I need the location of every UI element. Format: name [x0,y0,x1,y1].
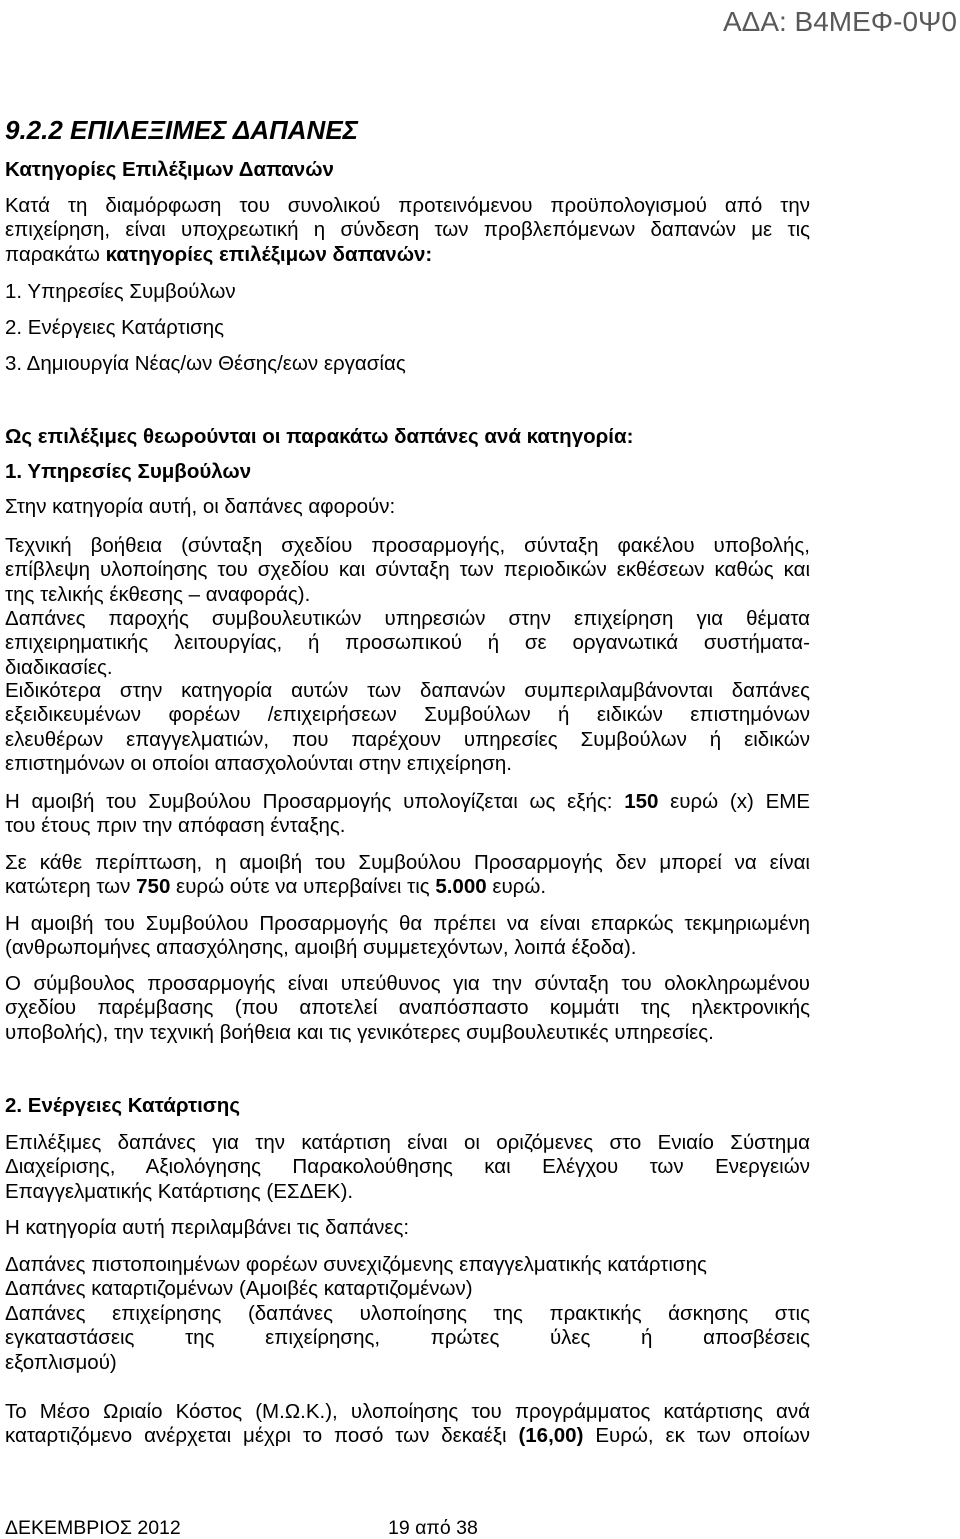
paragraph-line: (ανθρωπομήνες απασχόλησης, αμοιβή συμμετεχόντων, λοιπά έξοδα). [5,936,637,960]
fee-calc-text: Η αμοιβή του Συμβούλου Προσαρμογής υπολογίζεται ως εξής: [5,790,625,813]
paragraph-line: Διαχείρισης, Αξιολόγησης Παρακολούθησης και Ελέγχου των Ενεργειών [5,1155,810,1179]
paragraph-line: του έτους πριν την απόφαση ένταξης. [5,814,346,838]
paragraph-line: ελευθέρων επαγγελματιών, που παρέχουν υπηρεσίες Συμβούλων ή ειδικών [5,727,810,751]
paragraph-line [5,1424,810,1448]
intro-line [5,243,810,267]
section-title: 9.2.2 ΕΠΙΛΕΞΙΜΕΣ ΔΑΠΑΝΕΣ [5,115,359,145]
paragraph-line: Ο σύμβουλος προσαρμογής είναι υπεύθυνος για την σύνταξη του ολοκληρωμένου [5,972,810,995]
fee-calc-text: ευρώ (x) ΕΜΕ [658,790,810,813]
category-item-training: 2. Ενέργειες Κατάρτισης [5,316,225,339]
hourly-cost-paragraph [5,1400,810,1449]
paragraph-line: εξειδικευμένων φορέων /επιχειρήσεων Συμβούλων ή ειδικών επιστημόνων [5,703,810,727]
paragraph-line: Το Μέσο Ωριαίο Κόστος (Μ.Ω.Κ.), υλοποίησης του προγράμματος κατάρτισης ανά [5,1400,810,1423]
fee-limits-text: ευρώ. [486,875,547,899]
paragraph-line: επιχειρηματικής λειτουργίας, ή προσωπικού ή σε οργανωτικά συστήματα- [5,631,810,655]
fee-amount: 150 [624,790,659,813]
fee-limits-paragraph [5,851,810,900]
trainees-expense: Δαπάνες καταρτιζομένων (Αμοιβές καταρτιζομένων) [5,1277,473,1300]
training-eligible-paragraph [5,1131,810,1204]
paragraph-line: της τελικής έκθεσης – αναφοράς). [5,582,311,606]
hourly-cost-text: καταρτιζόμενο ανέρχεται μέχρι το ποσό των δεκαέξι [5,1424,519,1448]
intro-line-bold: κατηγορίες επιλέξιμων δαπανών: [105,242,433,266]
paragraph-line: σχεδίου παρέμβασης (που αποτελεί αναπόσπαστο κομμάτι της ηλεκτρονικής [5,996,810,1020]
paragraph-line: Τεχνική βοήθεια (σύνταξη σχεδίου προσαρμογής, σύνταξη φακέλου υποβολής, [5,534,810,557]
paragraph-line [5,790,810,814]
certified-bodies-expense: Δαπάνες πιστοποιημένων φορέων συνεχιζόμενης επαγγελματικής κατάρτισης [5,1253,707,1276]
specifically-paragraph [5,679,810,776]
business-expense-paragraph [5,1302,810,1375]
paragraph-line: Επιλέξιμες δαπάνες για την κατάρτιση είναι οι οριζόμενες στο Ενιαίο Σύστημα [5,1131,810,1154]
footer-page-number: 19 από 38 [388,1517,478,1539]
paragraph-line: εγκαταστάσεις της επιχείρησης, πρώτες ύλες ή αποσβέσεις [5,1326,810,1350]
paragraph-line: επιστημόνων οι οποίοι απασχολούνται στην επιχείρηση. [5,751,512,775]
hourly-cost-amount: (16,00) [518,1424,584,1448]
footer-date: ΔΕΚΕΜΒΡΙΟΣ 2012 [5,1517,181,1539]
category-item-consultants: 1. Υπηρεσίες Συμβούλων [5,280,236,303]
intro-line: επιχείρηση, είναι υποχρεωτική η σύνδεση των προβλεπόμενων δαπανών με τις [5,218,810,242]
section2-heading: 2. Ενέργειες Κατάρτισης [5,1094,240,1117]
ada-header: ΑΔΑ: Β4ΜΕΦ-0Ψ0 [722,6,957,37]
paragraph-line: εξοπλισμού) [5,1350,117,1374]
intro-line-text: παρακάτω [5,242,106,266]
intro-line: Κατά τη διαμόρφωση του συνολικού προτεινόμενου προϋπολογισμού από την [5,194,810,217]
paragraph-line: Επαγγελματικής Κατάρτισης (ΕΣΔΕΚ). [5,1179,354,1203]
paragraph-line: υποβολής), την τεχνική βοήθεια και τις γενικότερες συμβουλευτικές υπηρεσίες. [5,1020,714,1044]
category-item-new-jobs: 3. Δημιουργία Νέας/ων Θέσης/εων εργασίας [5,352,406,375]
consulting-paragraph [5,607,810,680]
technical-aid-paragraph [5,534,810,607]
fee-min-amount: 750 [136,875,171,899]
training-includes: Η κατηγορία αυτή περιλαμβάνει τις δαπάνες: [5,1216,410,1239]
paragraph-line: Ειδικότερα στην κατηγορία αυτών των δαπανών συμπεριλαμβάνονται δαπάνες [5,679,810,702]
fee-documentation-paragraph [5,912,810,961]
consultant-role-paragraph [5,972,810,1045]
paragraph-line: Η αμοιβή του Συμβούλου Προσαρμογής θα πρέπει να είναι επαρκώς τεκμηριωμένη [5,912,810,935]
section1-intro: Στην κατηγορία αυτή, οι δαπάνες αφορούν: [5,495,396,518]
hourly-cost-text: Ευρώ, εκ των οποίων [583,1424,810,1448]
paragraph-line [5,875,810,899]
paragraph-line: Δαπάνες επιχείρησης (δαπάνες υλοποίησης της πρακτικής άσκησης στις [5,1302,810,1325]
fee-limits-text: ευρώ ούτε να υπερβαίνει τις [170,875,436,899]
paragraph-line: Σε κάθε περίπτωση, η αμοιβή του Συμβούλου Προσαρμογής δεν μπορεί να είναι [5,851,810,874]
paragraph-line: Δαπάνες παροχής συμβουλευτικών υπηρεσιών στην επιχείρηση για θέματα [5,607,810,630]
eligible-expenses-heading: Ως επιλέξιμες θεωρούνται οι παρακάτω δαπάνες ανά κατηγορία: [5,425,634,448]
categories-heading: Κατηγορίες Επιλέξιμων Δαπανών [5,158,334,181]
paragraph-line: επίβλεψη υλοποίησης του σχεδίου και σύνταξη των περιοδικών εκθέσεων καθώς και [5,558,810,582]
intro-paragraph [5,194,810,267]
paragraph-line: διαδικασίες. [5,655,113,679]
fee-calculation-paragraph [5,790,810,839]
fee-max-amount: 5.000 [435,875,487,899]
fee-limits-text: κατώτερη των [5,875,137,899]
section1-heading: 1. Υπηρεσίες Συμβούλων [5,460,252,483]
